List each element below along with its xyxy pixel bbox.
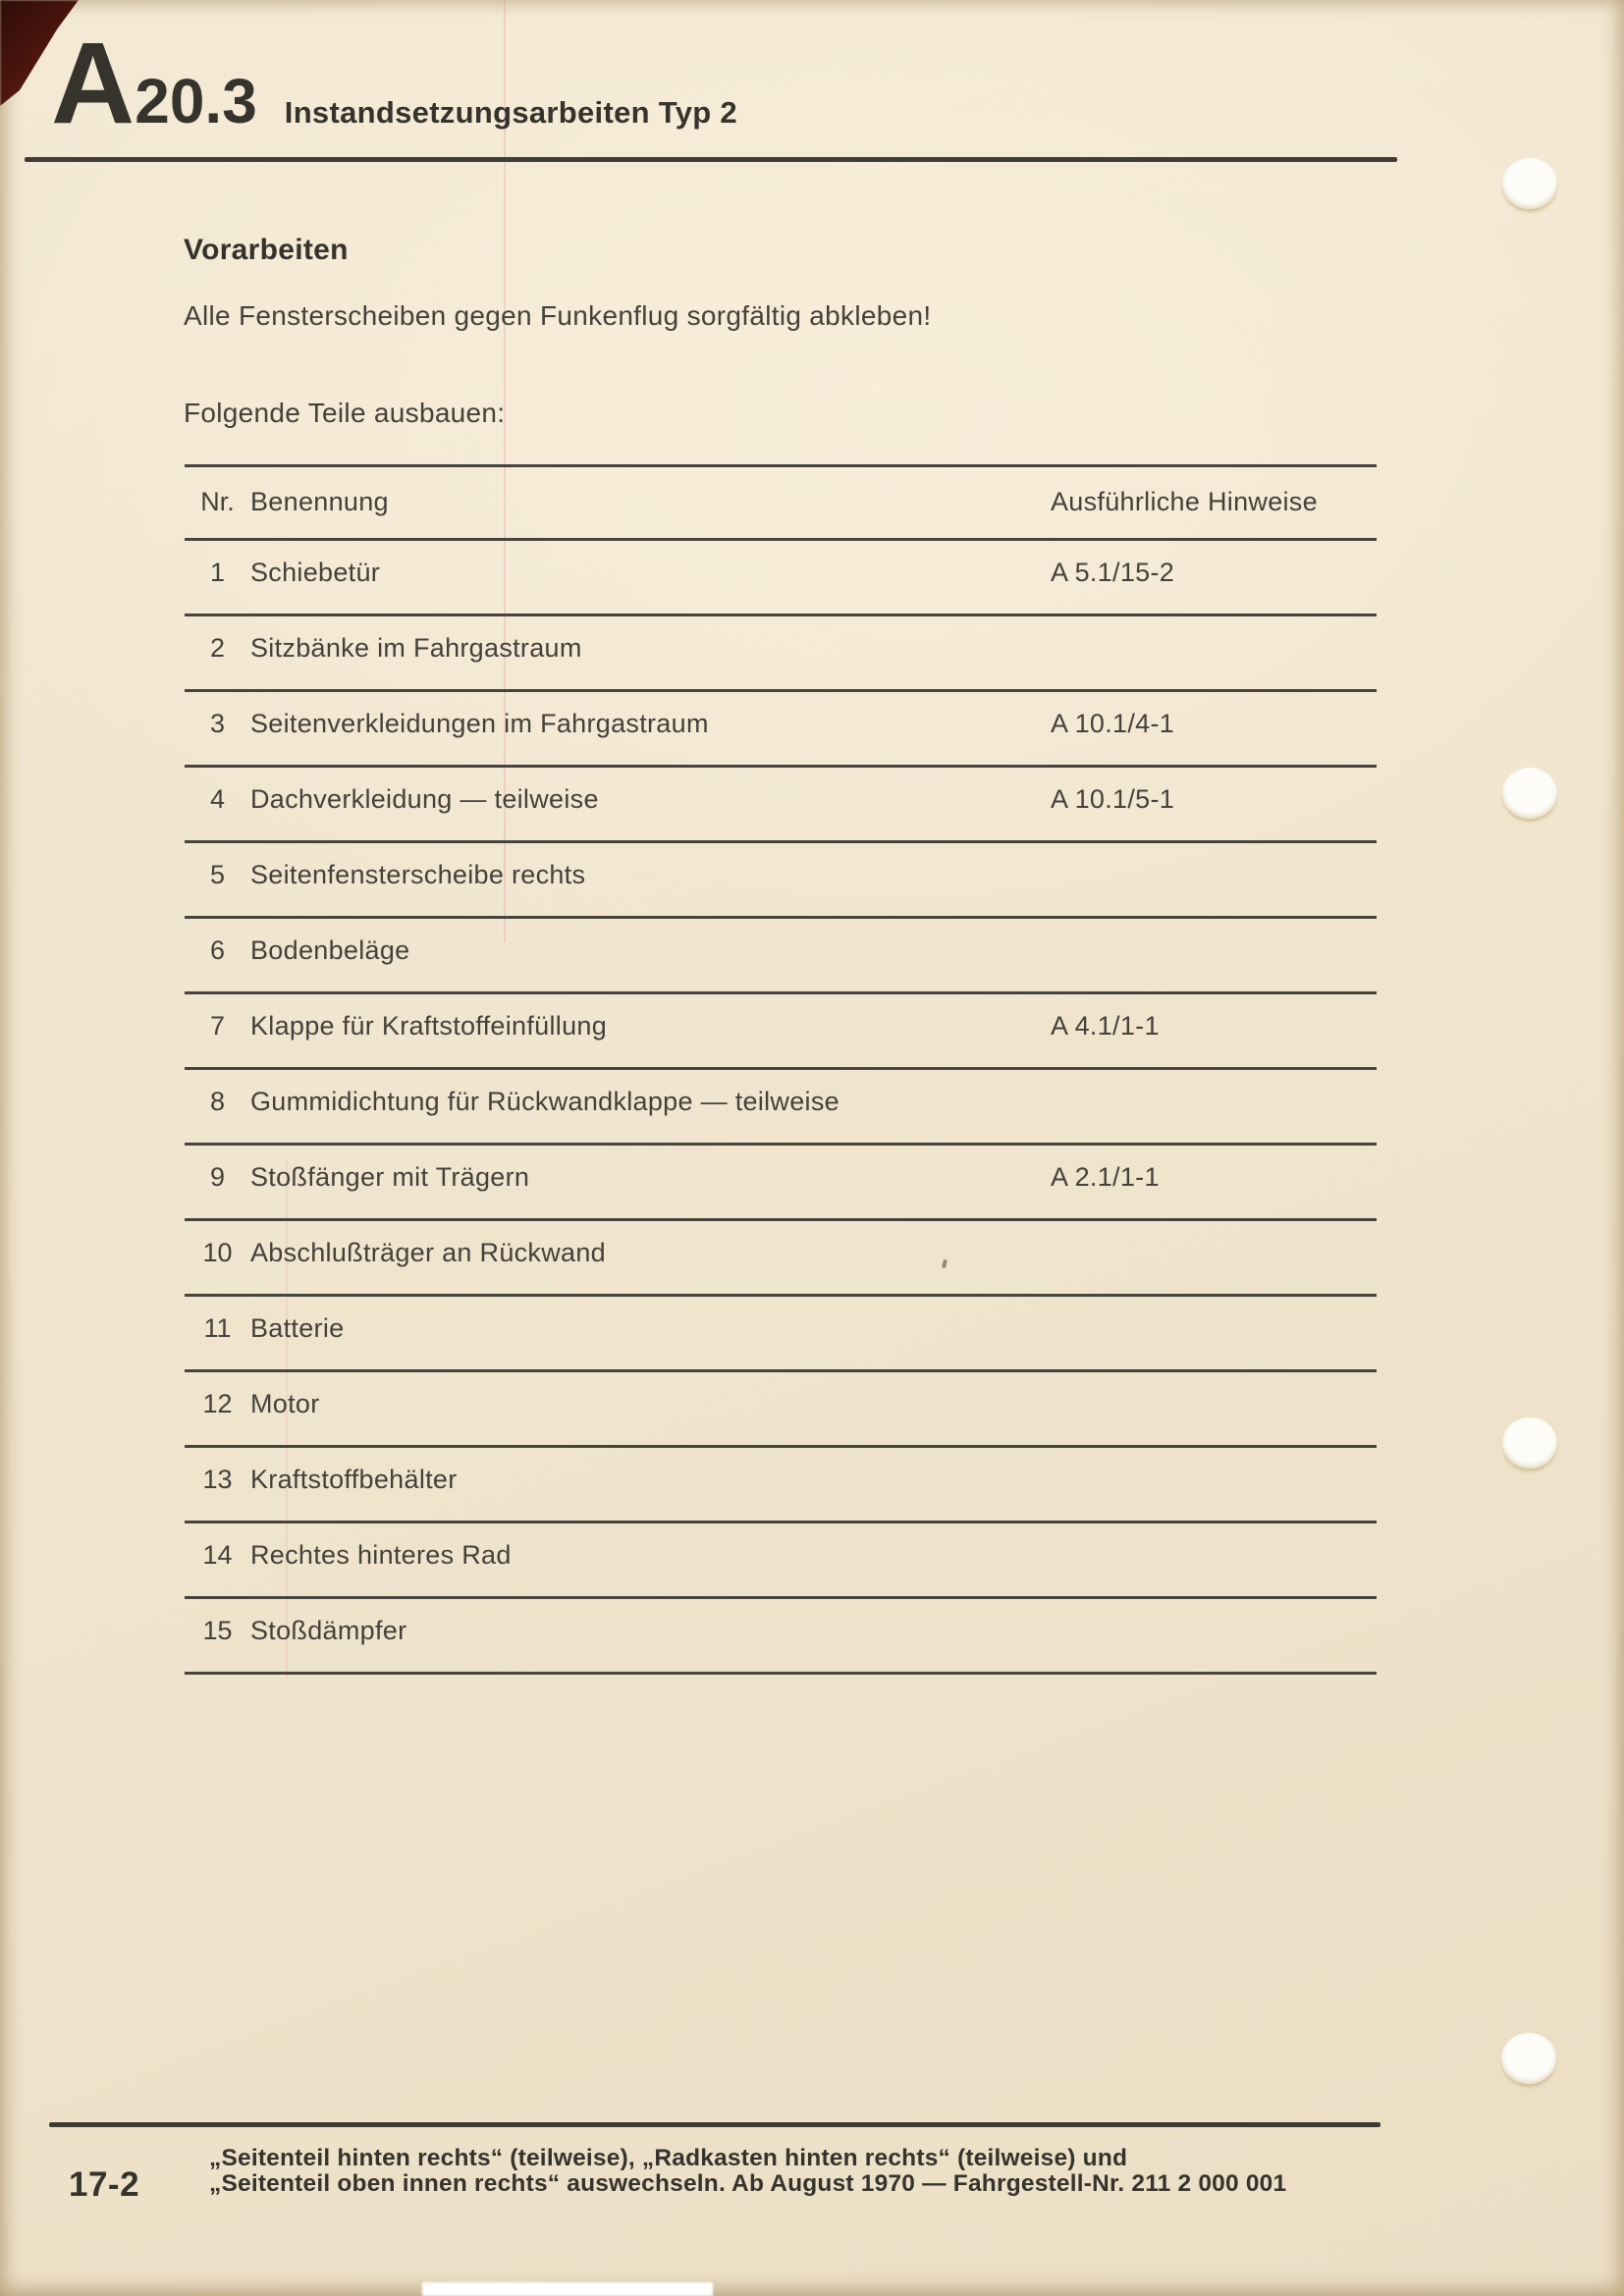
table-row — [185, 1372, 1377, 1448]
part-name: Motor — [250, 1389, 320, 1418]
column-header-nr: Nr. — [200, 487, 235, 516]
table-body — [185, 541, 1377, 1675]
part-name: Dachverkleidung — teilweise — [250, 784, 599, 814]
reference-hint — [1051, 1599, 1377, 1616]
footer-note-line1: „Seitenteil hinten rechts“ (teilweise), „Radkasten hinten rechts“ (teilweise) und — [209, 2145, 1128, 2171]
row-number: 14 — [202, 1540, 233, 1570]
footer-note — [209, 2146, 1286, 2197]
section-number: 20.3 — [135, 66, 257, 136]
page-header — [51, 19, 737, 148]
row-number: 7 — [209, 1011, 226, 1041]
punch-hole — [1502, 768, 1557, 819]
reference-hint — [1051, 1523, 1377, 1540]
heading-vorarbeiten: Vorarbeiten — [184, 234, 349, 266]
table-row — [185, 1599, 1377, 1675]
row-number: 5 — [209, 860, 226, 889]
reference-hint — [1051, 1448, 1377, 1465]
part-name: Schiebetür — [250, 558, 381, 587]
footer-page-number: 17-2 — [69, 2165, 140, 2204]
part-name: Stoßdämpfer — [250, 1616, 407, 1645]
header-rule — [25, 157, 1397, 162]
part-name: Abschlußträger an Rückwand — [250, 1238, 606, 1267]
row-number: 6 — [209, 935, 226, 965]
footer-note-line2: „Seitenteil oben innen rechts“ auswechseln. Ab August 1970 — Fahrgestell-Nr. 211 2 000 001 — [209, 2170, 1287, 2197]
table-row — [185, 692, 1377, 768]
row-number: 3 — [209, 709, 226, 738]
parts-table — [185, 464, 1377, 1675]
table-row — [185, 616, 1377, 692]
reference-hint — [1051, 1372, 1377, 1389]
reference-hint: A 5.1/15-2 — [1051, 558, 1175, 587]
section-title: Instandsetzungsarbeiten Typ 2 — [284, 95, 737, 130]
row-number: 2 — [209, 633, 226, 663]
reference-hint — [1051, 843, 1377, 860]
table-row — [185, 1070, 1377, 1146]
part-name: Seitenfensterscheibe rechts — [250, 860, 586, 889]
row-number: 10 — [202, 1238, 233, 1267]
reference-hint — [1051, 1221, 1377, 1238]
punch-hole — [1501, 2033, 1556, 2084]
table-row — [185, 843, 1377, 919]
part-name: Stoßfänger mit Trägern — [250, 1162, 530, 1192]
row-number: 12 — [202, 1389, 233, 1418]
reference-hint — [1051, 919, 1377, 935]
row-number: 8 — [209, 1087, 226, 1116]
part-name: Klappe für Kraftstoffeinfüllung — [250, 1011, 608, 1041]
reference-hint: A 10.1/5-1 — [1051, 784, 1175, 814]
reference-hint — [1051, 1297, 1377, 1313]
reference-hint — [1051, 1070, 1377, 1087]
table-row — [185, 768, 1377, 843]
table-row — [185, 994, 1377, 1070]
part-name: Gummidichtung für Rückwandklappe — teilweise — [250, 1087, 839, 1116]
table-row — [185, 1146, 1377, 1221]
footer-rule — [49, 2122, 1380, 2127]
row-number: 1 — [209, 558, 226, 587]
scan-edge-strip — [422, 2282, 713, 2296]
list-intro-text: Folgende Teile ausbauen: — [184, 398, 506, 428]
punch-hole — [1502, 158, 1557, 209]
column-header-hinweise: Ausführliche Hinweise — [1051, 487, 1318, 516]
part-name: Sitzbänke im Fahrgastraum — [250, 633, 582, 663]
table-row — [185, 1448, 1377, 1523]
table-header-row — [185, 467, 1377, 541]
part-name: Seitenverkleidungen im Fahrgastraum — [250, 709, 709, 738]
part-name: Rechtes hinteres Rad — [250, 1540, 512, 1570]
reference-hint: A 4.1/1-1 — [1051, 1011, 1160, 1041]
row-number: 11 — [203, 1313, 232, 1343]
part-name: Bodenbeläge — [250, 935, 410, 965]
table-row — [185, 1297, 1377, 1372]
row-number: 4 — [209, 784, 226, 814]
reference-hint: A 10.1/4-1 — [1051, 709, 1175, 738]
table-row — [185, 1523, 1377, 1599]
part-name: Batterie — [250, 1313, 345, 1343]
punch-hole — [1502, 1417, 1557, 1468]
table-row — [185, 541, 1377, 616]
row-number: 9 — [209, 1162, 226, 1192]
part-name: Kraftstoffbehälter — [250, 1465, 458, 1494]
section-letter: A — [51, 19, 134, 148]
column-header-benennung: Benennung — [250, 487, 389, 516]
table-row — [185, 919, 1377, 994]
table-row — [185, 1221, 1377, 1297]
instruction-text: Alle Fensterscheiben gegen Funkenflug sorgfältig abkleben! — [184, 300, 932, 331]
reference-hint: A 2.1/1-1 — [1051, 1162, 1160, 1192]
reference-hint — [1051, 616, 1377, 633]
row-number: 15 — [202, 1616, 233, 1645]
row-number: 13 — [202, 1465, 233, 1494]
